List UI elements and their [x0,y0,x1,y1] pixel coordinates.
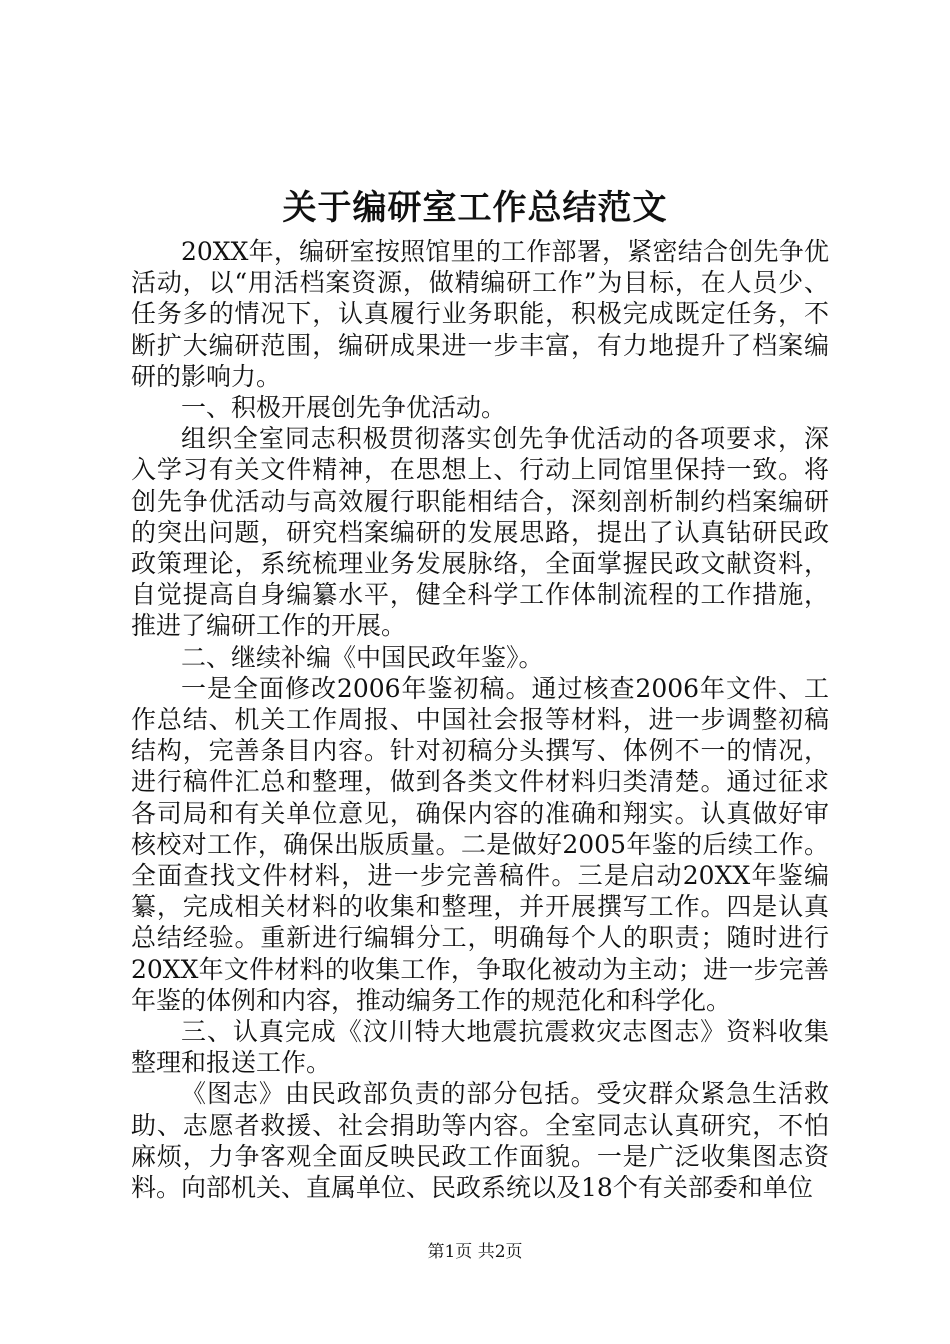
paragraph-section-2: 一是全面修改2006年鉴初稿。通过核查2006年文件、工作总结、机关工作周报、中国社会报等材料，进一步调整初稿结构，完善条目内容。针对初稿分头撰写、体例不一的情况，进行稿件汇总和整理，做到各类文件材料归类清楚。通过征求各司局和有关单位意见，确保内容的准确和翔实。认真做好审核校对工作，确保出版质量。二是做好2005年鉴的后续工作。全面查找文件材料，进一步完善稿件。三是启动20XX年鉴编纂，完成相关材料的收集和整理，并开展撰写工作。四是认真总结经验。重新进行编辑分工，明确每个人的职责；随时进行20XX年文件材料的收集工作，争取化被动为主动；进一步完善年鉴的体例和内容，推动编务工作的规范化和科学化。 [131,673,829,1015]
paragraph-intro: 20XX年，编研室按照馆里的工作部署，紧密结合创先争优活动，以“用活档案资源，做精编研工作”为目标，在人员少、任务多的情况下，认真履行业务职能，积极完成既定任务，不断扩大编研范围，编研成果进一步丰富，有力地提升了档案编研的影响力。 [131,237,829,391]
document-title: 关于编研室工作总结范文 [282,188,668,228]
page-number-footer: 第1页 共2页 [427,1242,523,1262]
section-heading-3: 三、认真完成《汶川特大地震抗震救灾志图志》资料收集整理和报送工作。 [131,1017,829,1078]
section-heading-1: 一、积极开展创先争优活动。 [181,393,507,423]
section-heading-2: 二、继续补编《中国民政年鉴》。 [181,642,544,672]
paragraph-section-3: 《图志》由民政部负责的部分包括。受灾群众紧急生活救助、志愿者救援、社会捐助等内容。全室同志认真研究，不怕麻烦，力争客观全面反映民政工作面貌。一是广泛收集图志资料。向部机关、直属单位、民政系统以及18个有关部委和单位 [131,1079,829,1203]
paragraph-section-1: 组织全室同志积极贯彻落实创先争优活动的各项要求，深入学习有关文件精神，在思想上、行动上同馆里保持一致。将创先争优活动与高效履行职能相结合，深刻剖析制约档案编研的突出问题，研究档案编研的发展思路，提出了认真钻研民政政策理论，系统梳理业务发展脉络，全面掌握民政文献资料，自觉提高自身编纂水平，健全科学工作体制流程的工作措施，推进了编研工作的开展。 [131,424,829,641]
document-body [131,236,829,1203]
